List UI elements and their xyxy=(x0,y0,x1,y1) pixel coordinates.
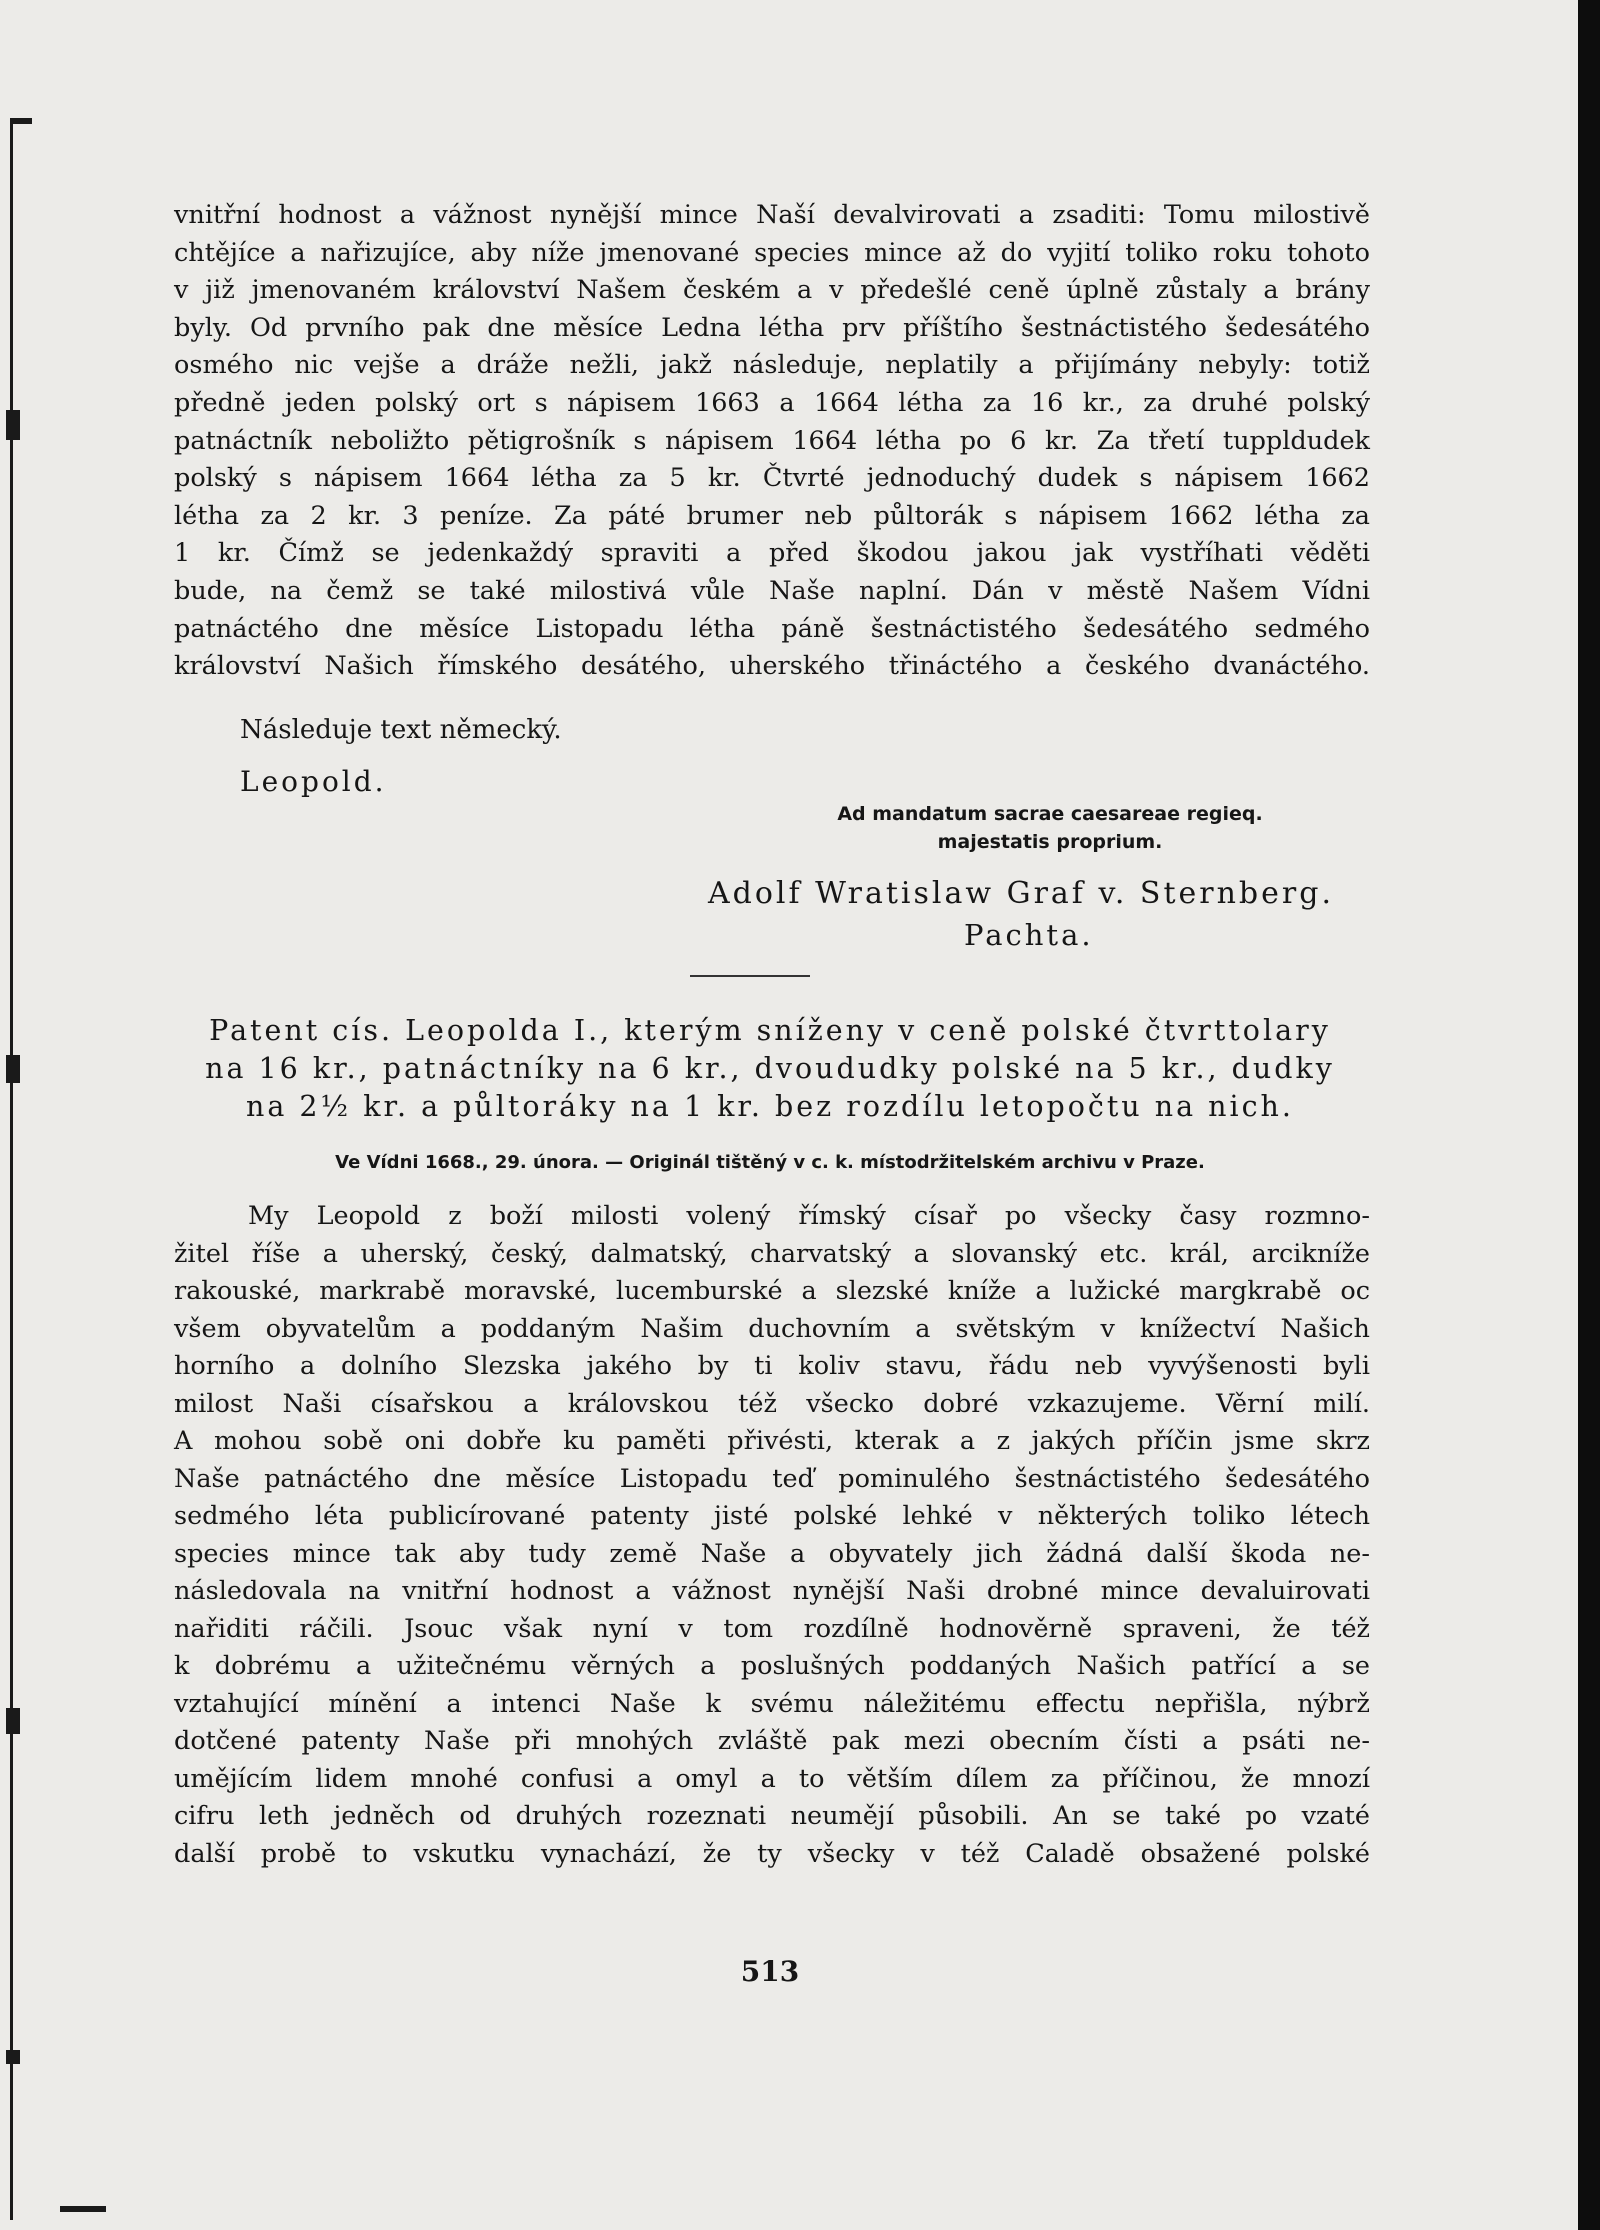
text-line: království Našich římského desátého, uherského třináctého a českého dvanáctého. xyxy=(174,651,1370,682)
text-line: species mince tak aby tudy země Naše a obyvately jich žádná další škoda ne- xyxy=(174,1538,1370,1569)
binding-mark xyxy=(10,118,32,124)
mandate-line: majestatis proprium. xyxy=(937,831,1163,853)
binding-mark xyxy=(60,2206,106,2212)
mandate-line: Ad mandatum sacrae caesareae regieq. xyxy=(837,803,1263,825)
binding-mark xyxy=(6,2050,20,2064)
text-line: předně jeden polský ort s nápisem 1663 a 1664 létha za 16 kr., za druhé polský xyxy=(174,387,1370,418)
text-line: patnáctého dne měsíce Listopadu létha páně šestnáctistého šedesátého sedmého xyxy=(174,613,1370,644)
text-line: Naše patnáctého dne měsíce Listopadu teď pominulého šestnáctistého šedesátého xyxy=(174,1463,1370,1494)
text-line: A mohou sobě oni dobře ku paměti přivésti, kterak a z jakých příčin jsme skrz xyxy=(174,1426,1370,1456)
mandate-formula xyxy=(820,800,1280,856)
document-heading xyxy=(168,1012,1372,1126)
text-line: umějícím lidem mnohé confusi a omyl a to větším dílem za příčinou, že mnozí xyxy=(174,1763,1370,1794)
text-line: byly. Od prvního pak dne měsíce Ledna létha prv příštího šestnáctistého šedesátého xyxy=(174,312,1370,343)
text-line: milost Naši císařskou a královskou též všecko dobré vzkazujeme. Věrní milí. xyxy=(174,1388,1370,1419)
text-line: vztahující mínění a intenci Naše k svému náležitému effectu nepřišla, nýbrž xyxy=(174,1688,1370,1719)
text-line: polský s nápisem 1664 létha za 5 kr. Čtvrté jednoduchý dudek s nápisem 1662 xyxy=(174,463,1370,494)
signer-name: Leopold. xyxy=(240,765,387,798)
text-line: dotčené patenty Naše při mnohých zvláště pak mezi obecním čísti a psáti ne- xyxy=(174,1726,1370,1756)
text-line: bude, na čemž se také milostivá vůle Naše naplní. Dán v městě Našem Vídni xyxy=(174,575,1370,606)
text-line: cifru leth jedněch od druhých rozeznati neumějí působili. An se také po vzaté xyxy=(174,1801,1370,1831)
text-line: další probě to vskutku vynachází, že ty všecky v též Caladě obsažené polské xyxy=(174,1838,1370,1869)
countersignature: Adolf Wratislaw Graf v. Sternberg. xyxy=(708,876,1334,911)
text-line: žitel říše a uherský, český, dalmatský, charvatský a slovanský etc. král, arcikníže xyxy=(174,1238,1370,1269)
countersignature: Pachta. xyxy=(964,918,1094,952)
source-note: Ve Vídni 1668., 29. února. — Originál tištěný v c. k. místodržitelském archivu v Praze. xyxy=(335,1152,1205,1173)
text-line: k dobrému a užitečnému věrných a poslušných poddaných Našich patřící a se xyxy=(174,1651,1370,1681)
text-line: vnitřní hodnost a vážnost nynější mince Naší devalvirovati a zsaditi: Tomu milostivě xyxy=(174,200,1370,230)
text-line: v již jmenovaném království Našem českém a v předešlé ceně úplně zůstaly a brány xyxy=(174,275,1370,306)
scan-border xyxy=(1578,0,1600,2230)
text-line: rakouské, markrabě moravské, lucemburské a slezské kníže a lužické margkrabě oc xyxy=(174,1276,1370,1306)
binding-mark xyxy=(6,410,20,440)
heading-line: Patent cís. Leopolda I., kterým sníženy v ceně polské čtvrttolary xyxy=(209,1014,1331,1047)
binding-mark xyxy=(6,1708,20,1734)
text-line: horního a dolního Slezska jakého by ti koliv stavu, řádu neb vyvýšenosti byli xyxy=(174,1351,1370,1381)
text-line: osmého nic vejše a dráže nežli, jakž následuje, neplatily a přijímány nebyly: totiž xyxy=(174,350,1370,381)
text-line: následovala na vnitřní hodnost a vážnost nynější Naši drobné mince devaluirovati xyxy=(174,1576,1370,1606)
text-line: patnáctník neboližto pětigrošník s nápisem 1664 létha po 6 kr. Za třetí tuppldudek xyxy=(174,425,1370,456)
text-line: létha za 2 kr. 3 peníze. Za páté brumer neb půltorák s nápisem 1662 létha za xyxy=(174,500,1370,531)
heading-line: na 16 kr., patnáctníky na 6 kr., dvoududky polské na 5 kr., dudky xyxy=(205,1052,1335,1085)
text-line: sedmého léta publicírované patenty jisté polské lehké v některých toliko létech xyxy=(174,1501,1370,1531)
text-line: 1 kr. Čímž se jedenkaždý spraviti a před škodou jakou jak vystříhati věděti xyxy=(174,538,1370,569)
heading-line: na 2½ kr. a půltoráky na 1 kr. bez rozdílu letopočtu na nich. xyxy=(246,1090,1294,1123)
text-line: všem obyvatelům a poddaným Našim duchovním a světským v knížectví Našich xyxy=(174,1313,1370,1344)
paragraph-body xyxy=(174,1198,1370,1873)
paragraph-continuation xyxy=(174,197,1370,686)
binding-mark xyxy=(6,1055,20,1083)
follows-note: Následuje text německý. xyxy=(240,715,562,745)
page-number: 513 xyxy=(740,1955,800,1988)
text-line: chtějíce a nařizujíce, aby níže jmenované species mince až do vyjití toliko roku tohoto xyxy=(174,237,1370,268)
text-line: nařiditi ráčili. Jsouc však nyní v tom rozdílně hodnověrně spraveni, že též xyxy=(174,1613,1370,1644)
section-divider xyxy=(690,975,810,977)
text-line: My Leopold z boží milosti volený římský císař po všecky časy rozmno- xyxy=(248,1201,1370,1231)
